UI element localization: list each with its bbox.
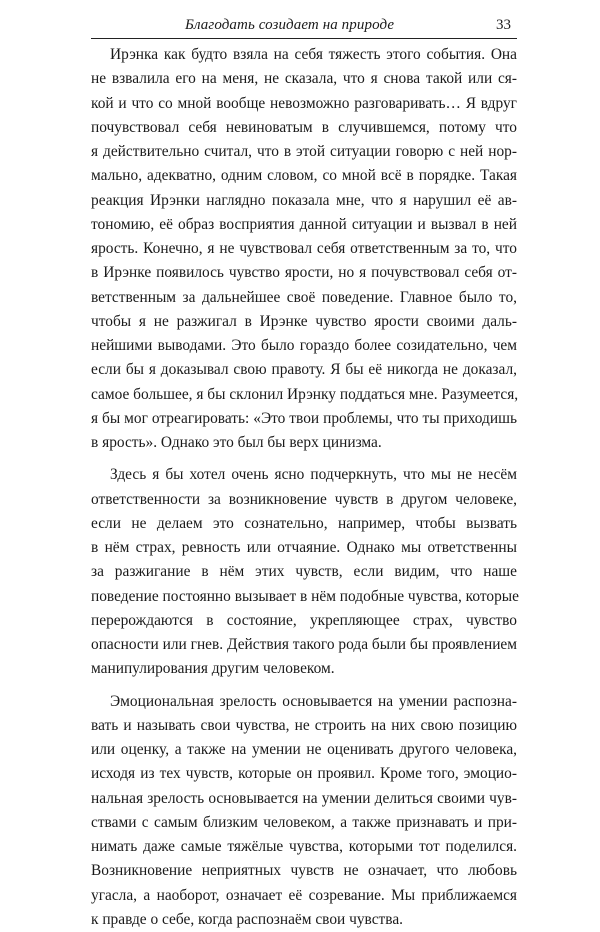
- text-line: поведение постоянно вызывает в нём подобные чувства, которые: [91, 585, 517, 609]
- text-line: мально, адекватно, одним словом, со мной всё в порядке. Такая: [91, 164, 517, 188]
- paragraph: [91, 43, 517, 455]
- paragraph: [91, 690, 517, 932]
- text-line: ветственным за дальнейшее своё поведение. Главное было то,: [91, 286, 517, 310]
- text-line: в Ирэнке появилось чувство ярости, но я почувствовал себя от-: [91, 261, 517, 285]
- text-line: Возникновение неприятных чувств не означает, что любовь: [91, 859, 517, 883]
- text-line: Ирэнка как будто взяла на себя тяжесть этого события. Она: [91, 43, 517, 67]
- paragraph-gap: [91, 682, 517, 690]
- text-line: чтобы я не разжигал в Ирэнке чувство ярости своими даль-: [91, 310, 517, 334]
- text-line: ответственности за возникновение чувств в другом человеке,: [91, 488, 517, 512]
- paragraphs: [91, 43, 517, 932]
- text-line: я действительно считал, что в этой ситуации говорю с ней нор-: [91, 140, 517, 164]
- text-line: нейшими выводами. Это было гораздо более созидательно, чем: [91, 334, 517, 358]
- text-line: в ярость». Однако это был бы верх цинизма.: [91, 431, 517, 455]
- text-line: ствами с самым близким человеком, а также признавать и при-: [91, 811, 517, 835]
- paragraph-gap: [91, 455, 517, 463]
- text-line: манипулирования другим человеком.: [91, 657, 517, 681]
- text-line: я бы мог отреагировать: «Это твои проблемы, что ты приходишь: [91, 407, 517, 431]
- text-line: если не делаем это сознательно, например, чтобы вызвать: [91, 512, 517, 536]
- text-line: кой и что со мной вообще невозможно разговаривать… Я вдруг: [91, 92, 517, 116]
- body-text: [91, 43, 517, 932]
- text-line: почувствовал себя невиноватым в случившемся, потому что: [91, 116, 517, 140]
- text-line: опасности или гнев. Действия такого рода были бы проявлением: [91, 633, 517, 657]
- text-line: самое большее, я бы склонил Ирэнку поддаться мне. Разумеется,: [91, 383, 517, 407]
- page-number: 33: [496, 17, 511, 34]
- text-line: за разжигание в нём этих чувств, если видим, что наше: [91, 560, 517, 584]
- text-line: тономию, её образ восприятия данной ситуации и вызвал в ней: [91, 213, 517, 237]
- text-line: Здесь я бы хотел очень ясно подчеркнуть, что мы не несём: [91, 463, 517, 487]
- text-line: не взвалила его на меня, не сказала, что я снова такой или ся-: [91, 67, 517, 91]
- text-line: ярость. Конечно, я не чувствовал себя ответственным за то, что: [91, 237, 517, 261]
- text-line: к правде о себе, когда распознаём свои чувства.: [91, 908, 517, 932]
- text-line: угасла, а наоборот, означает её созревание. Мы приближаемся: [91, 884, 517, 908]
- text-line: нимать даже самые тяжёлые чувства, которыми тот поделился.: [91, 835, 517, 859]
- text-line: нальная зрелость основывается на умении делиться своими чув-: [91, 787, 517, 811]
- text-line: если бы я доказывал свою правоту. Я бы её никогда не доказал,: [91, 358, 517, 382]
- text-line: в нём страх, ревность или отчаяние. Однако мы ответственны: [91, 536, 517, 560]
- page-header: [91, 14, 517, 39]
- text-line: исходя из тех чувств, которые он проявил. Кроме того, эмоцио-: [91, 762, 517, 786]
- paragraph: [91, 463, 517, 681]
- text-line: вать и называть свои чувства, не строить на них свою позицию: [91, 714, 517, 738]
- text-line: или оценку, а также на умении не оценивать другого человека,: [91, 738, 517, 762]
- text-line: реакция Ирэнки наглядно показала мне, что я нарушил её ав-: [91, 189, 517, 213]
- text-line: перерождаются в состояние, укрепляющее страх, чувство: [91, 609, 517, 633]
- text-line: Эмоциональная зрелость основывается на умении распозна-: [91, 690, 517, 714]
- running-title: Благодать созидает на природе: [185, 17, 394, 34]
